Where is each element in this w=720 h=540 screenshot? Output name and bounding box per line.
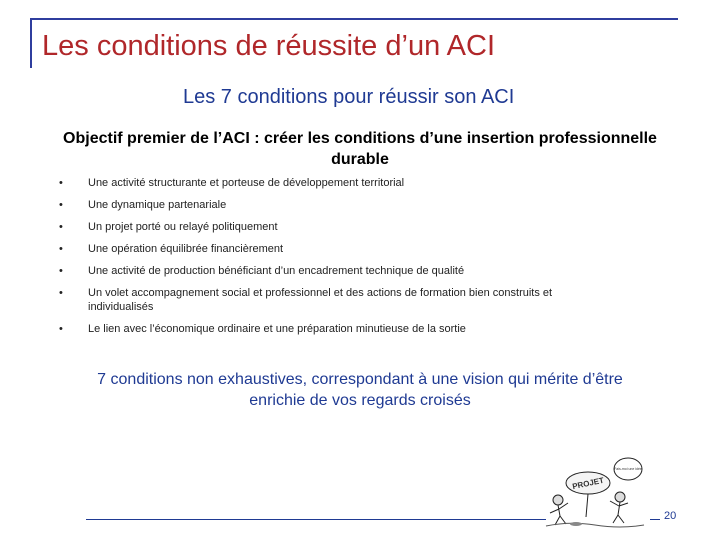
objective-heading: Objectif premier de l’ACI : créer les conditions d’une insertion professionnelle durable: [63, 130, 657, 168]
list-item-text: Le lien avec l’économique ordinaire et une préparation minutieuse de la sortie: [88, 323, 466, 335]
bullet-icon: •: [59, 177, 63, 189]
project-sign-label: PROJET: [571, 475, 605, 492]
slide-subtitle: Les 7 conditions pour réussir son ACI: [183, 86, 515, 108]
list-item: [58, 198, 618, 212]
list-item: [58, 264, 618, 278]
page-number: 20: [664, 510, 677, 522]
bullet-icon: •: [59, 323, 63, 335]
list-item: [58, 176, 618, 190]
speech-bubble-text: Fais-moi une idée: [614, 467, 642, 471]
conclusion-text: 7 conditions non exhaustives, correspondant à une vision qui mérite d’être enrichie de vos regards croisés: [97, 371, 623, 409]
list-item-text: Une opération équilibrée financièrement: [88, 243, 284, 255]
list-item-text: Une dynamique partenariale: [88, 199, 227, 211]
bullet-icon: •: [59, 243, 63, 255]
list-item-text: Une activité de production bénéficiant d’un encadrement technique de qualité: [88, 265, 465, 277]
footer-dash: [650, 519, 660, 520]
list-item: [58, 322, 618, 336]
title-frame-left-line: [30, 18, 32, 68]
list-item-text: Un projet porté ou relayé politiquement: [88, 221, 278, 233]
footer-rule: [86, 519, 546, 520]
figure-left-icon: [553, 495, 563, 505]
conditions-list: [58, 176, 618, 344]
figure-right-icon: [615, 492, 625, 502]
bullet-icon: •: [59, 287, 63, 299]
list-item-text: Une activité structurante et porteuse de développement territorial: [88, 177, 405, 189]
bullet-icon: •: [59, 221, 63, 233]
list-item: [58, 286, 618, 314]
list-item: [58, 242, 618, 256]
slide-title: Les conditions de réussite d’un ACI: [42, 30, 495, 62]
list-item: [58, 220, 618, 234]
project-clipart: [540, 455, 650, 530]
list-item-text: Un volet accompagnement social et professionnel et des actions de formation bien construits et individualisés: [88, 287, 553, 313]
title-frame-top-line: [30, 18, 678, 20]
bullet-icon: •: [59, 265, 63, 277]
bullet-icon: •: [59, 199, 63, 211]
